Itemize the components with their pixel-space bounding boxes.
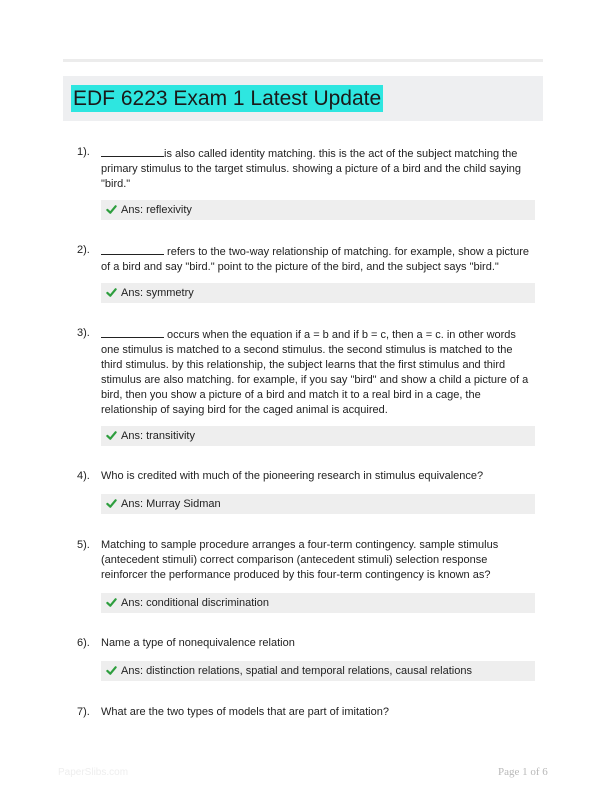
footer-site: PaperSlibs.com [58, 767, 129, 778]
check-icon [106, 287, 117, 298]
answer-blank [101, 326, 164, 338]
answer-box [101, 200, 535, 220]
question-number: 7). [77, 706, 90, 718]
answer-box [101, 494, 535, 514]
top-divider [63, 59, 543, 62]
page-number: Page 1 of 6 [498, 766, 548, 778]
check-icon [106, 204, 117, 215]
check-icon [106, 430, 117, 441]
check-icon [106, 498, 117, 509]
answer-box [101, 426, 535, 446]
question-number: 6). [77, 637, 90, 649]
answer-box [101, 593, 535, 613]
answer-box [101, 661, 535, 681]
question-text: occurs when the equation if a = b and if b = c, then a = c. in other words one stimulus is matched to a second stimulus. the second stimulus is matched to the third stimulus. by this relationship, the subject learns that the first stimulus and third stimulus are also matching. for example, if you say "bird" and show a child a picture of a bird, then you show a picture of a bird and match it to a real bird in a cage, the relationship of saying bird for the caged animal is acquired. [101, 326, 535, 418]
check-icon [106, 665, 117, 676]
answer-blank [101, 243, 164, 255]
title-band [63, 76, 543, 121]
answer-box [101, 283, 535, 303]
question-text: Matching to sample procedure arranges a four-term contingency. sample stimulus (antecedent stimuli) correct comparison (antecedent stimuli) selection response reinforcer the performance produced by this four-term contingency is known as? [101, 539, 499, 581]
question-number: 1). [77, 146, 90, 158]
answer-text: Ans: reflexivity [121, 204, 192, 216]
answer-text: Ans: distinction relations, spatial and temporal relations, causal relations [121, 665, 472, 677]
check-icon [106, 597, 117, 608]
answer-text: Ans: symmetry [121, 287, 194, 299]
question-number: 5). [77, 539, 90, 551]
answer-blank [101, 145, 164, 157]
answer-text: Ans: Murray Sidman [121, 498, 221, 510]
answer-text: Ans: conditional discrimination [121, 597, 269, 609]
question-text: Who is credited with much of the pioneering research in stimulus equivalence? [101, 470, 484, 482]
question-number: 2). [77, 244, 90, 256]
question-text: is also called identity matching. this is the act of the subject matching the primary stimulus to the target stimulus. showing a picture of a bird and the child saying "bird." [101, 145, 535, 192]
question-text: What are the two types of models that are part of imitation? [101, 706, 389, 718]
question-text: refers to the two-way relationship of matching. for example, show a picture of a bird and say "bird." point to the picture of the bird, and the subject says "bird." [101, 243, 535, 275]
document-title: EDF 6223 Exam 1 Latest Update [73, 87, 382, 110]
question-text: Name a type of nonequivalence relation [101, 637, 295, 649]
answer-text: Ans: transitivity [121, 430, 195, 442]
question-number: 3). [77, 327, 90, 339]
question-number: 4). [77, 470, 90, 482]
